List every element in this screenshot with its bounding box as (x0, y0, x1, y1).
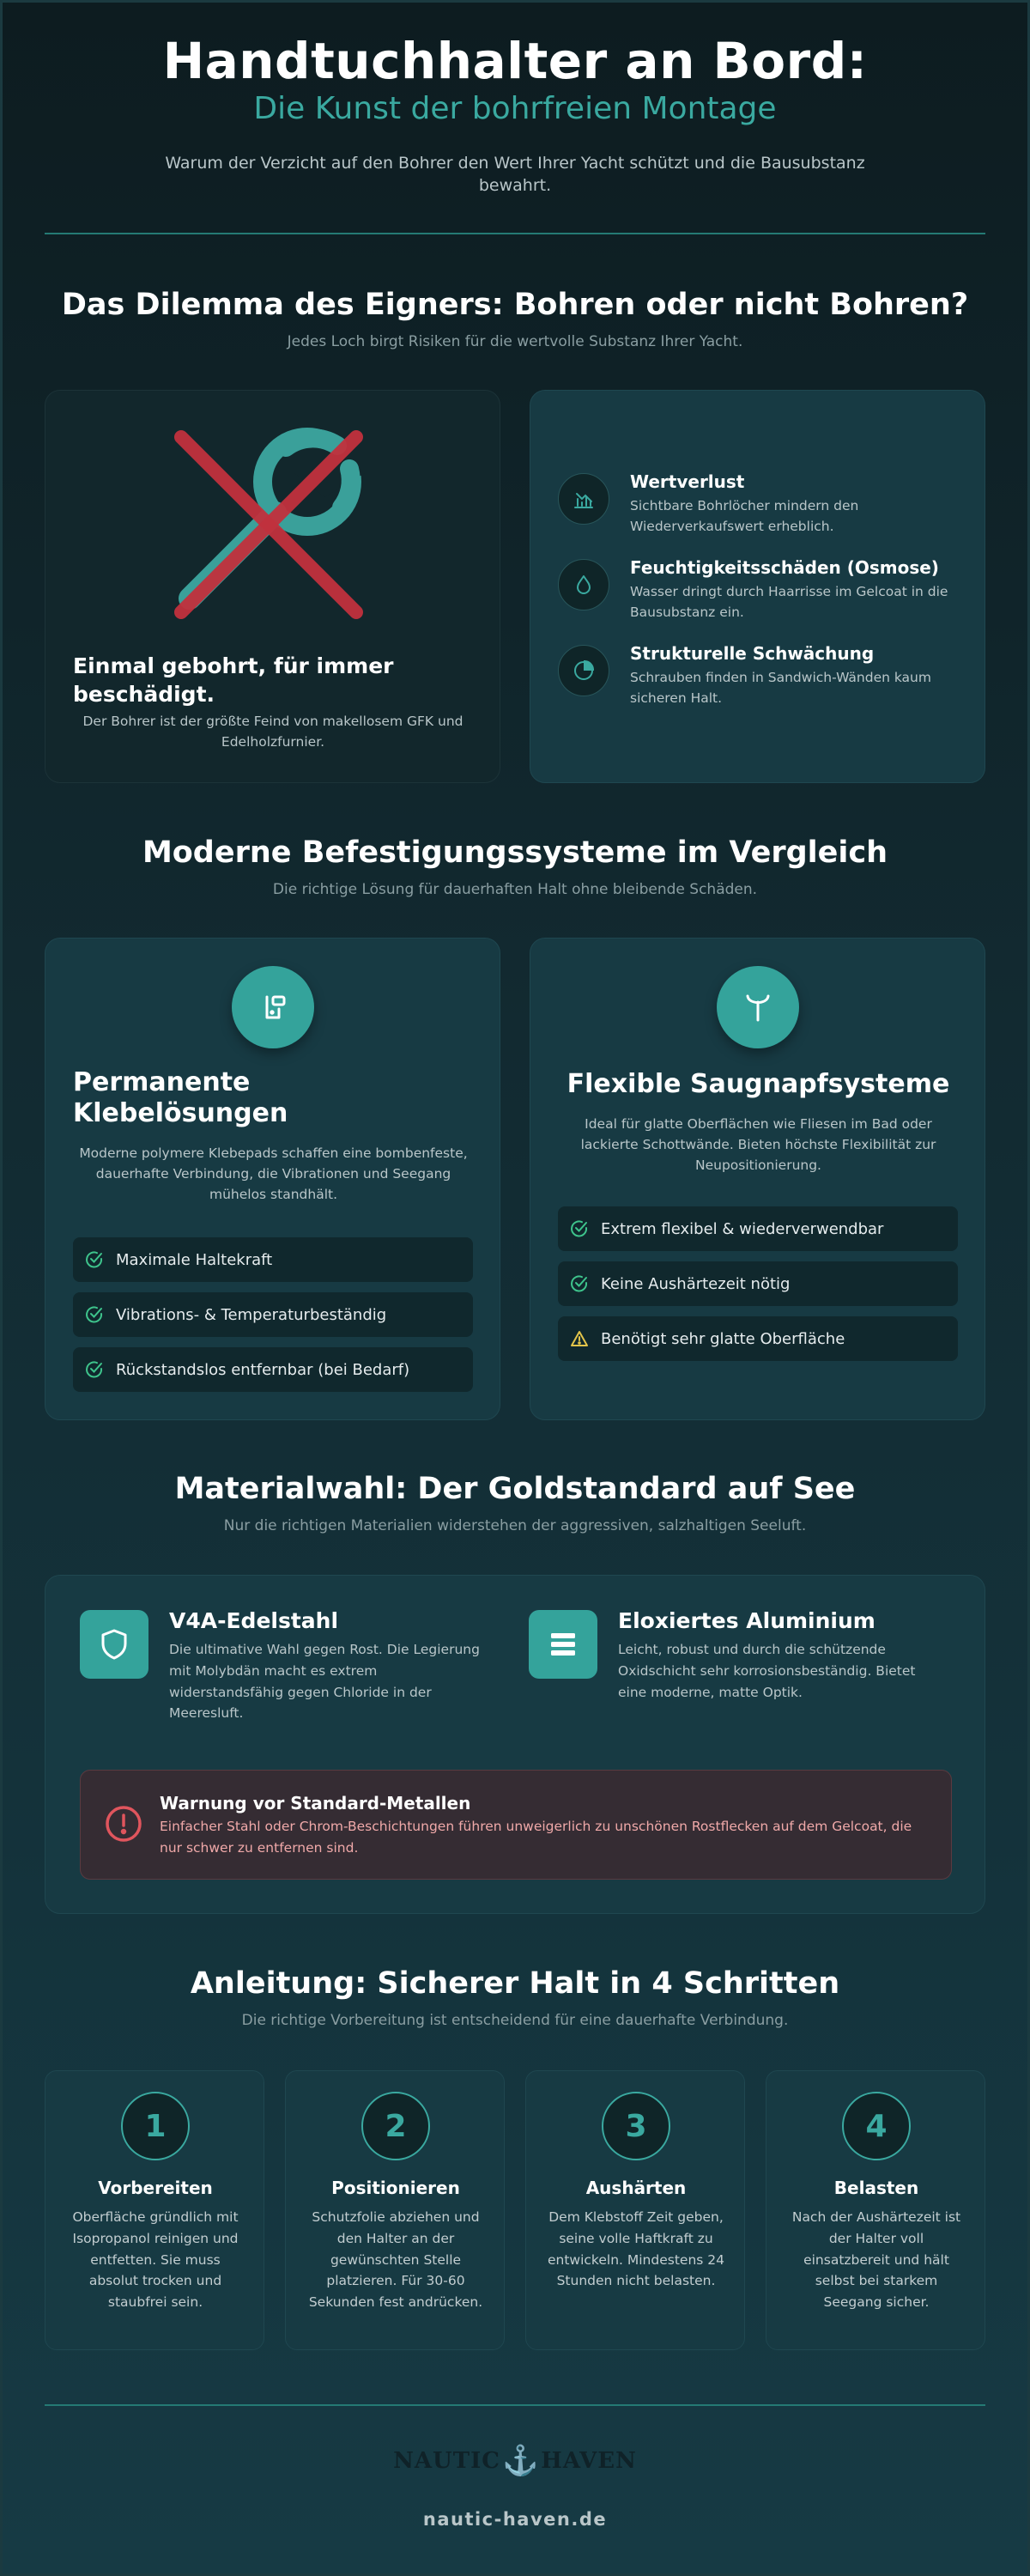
systems-title: Moderne Befestigungssysteme im Vergleich (142, 835, 888, 870)
risk-title: Feuchtigkeitsschäden (Osmose) (630, 557, 939, 578)
anchor-icon: ⚓ (501, 2444, 540, 2478)
aluminium-text: Leicht, robust und durch die schützende Oxidschicht sehr korrosionsbeständig. Bietet eine moderne, matte Optik. (618, 1642, 916, 1700)
feature-label: Vibrations- & Temperaturbeständig (116, 1305, 387, 1324)
value-loss-icon (558, 473, 609, 525)
suction-cup-icon (717, 966, 799, 1048)
risk-item-structure (558, 645, 953, 714)
risk-text: Schrauben finden in Sandwich-Wänden kaum sicheren Halt. (630, 670, 931, 707)
feature-label: Maximale Haltekraft (116, 1250, 273, 1269)
check-circle-icon (85, 1305, 104, 1324)
systems-subtitle: Die richtige Lösung für dauerhaften Halt ohne bleibende Schäden. (272, 881, 758, 898)
step-card-2 (285, 2070, 505, 2350)
logo-text-right: HAVEN (541, 2448, 637, 2474)
suction-feature (558, 1206, 958, 1251)
warning-triangle-icon (570, 1329, 589, 1348)
suction-title: Flexible Saugnapfsysteme (566, 1069, 950, 1099)
risks-card (530, 390, 985, 783)
step-number: 1 (121, 2092, 190, 2160)
step-card-1 (45, 2070, 264, 2350)
step-number: 2 (361, 2092, 430, 2160)
check-circle-icon (570, 1219, 589, 1238)
adhesive-text: Moderne polymere Klebepads schaffen eine bombenfeste, dauerhafte Verbindung, die Vibrationen und Seegang mühelos standhält. (79, 1145, 468, 1203)
dilemma-card-text: Der Bohrer ist der größte Feind von makellosem GFK und Edelholzfurnier. (82, 714, 464, 750)
nautic-haven-logo (0, 2444, 1030, 2478)
step-text: Schutzfolie abziehen und den Halter an der gewünschten Stelle platzieren. Für 30-60 Sekunden fest andrücken. (308, 2209, 483, 2311)
dilemma-card (45, 390, 500, 783)
step-title: Aushärten (585, 2178, 687, 2198)
adhesive-card (45, 938, 500, 1420)
risk-title: Strukturelle Schwächung (630, 643, 875, 664)
feature-label: Rückstandslos entfernbar (bei Bedarf) (116, 1360, 410, 1379)
step-number: 4 (842, 2092, 911, 2160)
step-title: Belasten (833, 2178, 919, 2198)
suction-card (530, 938, 985, 1420)
step-title: Positionieren (331, 2178, 460, 2198)
suction-feature-warning (558, 1316, 958, 1361)
structure-icon (558, 645, 609, 696)
check-circle-icon (85, 1360, 104, 1379)
feature-label: Benötigt sehr glatte Oberfläche (601, 1329, 845, 1348)
shield-icon (80, 1610, 148, 1679)
adhesive-title: Permanente Klebelösungen (73, 1067, 288, 1128)
risk-item-value-loss (558, 473, 953, 542)
step-number: 3 (602, 2092, 670, 2160)
warning-text: Einfacher Stahl oder Chrom-Beschichtungen führen unweigerlich zu unschönen Rostflecken auf dem Gelcoat, die nur schwer zu entfernen sind. (160, 1819, 912, 1856)
alert-circle-icon (103, 1803, 144, 1844)
dilemma-card-title: Einmal gebohrt, für immer beschädigt. (73, 653, 394, 707)
feature-label: Extrem flexibel & wiederverwendbar (601, 1219, 884, 1238)
warning-title: Warnung vor Standard-Metallen (160, 1793, 471, 1814)
material-card (45, 1575, 985, 1914)
page-header (45, 34, 985, 197)
website-link[interactable]: nautic-haven.de (422, 2509, 608, 2530)
steps-subtitle: Die richtige Vorbereitung ist entscheidend für eine dauerhafte Verbindung. (241, 2012, 789, 2029)
footer-divider (45, 2404, 985, 2406)
step-card-4 (766, 2070, 985, 2350)
risk-text: Wasser dringt durch Haarrisse im Gelcoat in die Bausubstanz ein. (630, 584, 948, 621)
adhesive-feature (73, 1292, 473, 1337)
suction-text: Ideal für glatte Oberflächen wie Fliesen im Bad oder lackierte Schottwände. Bieten höchste Flexibilität zur Neupositionierung. (580, 1116, 936, 1174)
no-drill-icon (166, 422, 380, 628)
layers-icon (529, 1610, 597, 1679)
check-circle-icon (570, 1274, 589, 1293)
page-title: Handtuchhalter an Bord: (162, 32, 868, 90)
step-text: Oberfläche gründlich mit Isopropanol reinigen und entfetten. Sie muss absolut trocken und staubfrei sein. (72, 2209, 239, 2311)
dilemma-title: Das Dilemma des Eigners: Bohren oder nicht Bohren? (61, 288, 969, 322)
steps-title: Anleitung: Sicherer Halt in 4 Schritten (190, 1966, 840, 2001)
step-card-3 (525, 2070, 745, 2350)
material-title: Materialwahl: Der Goldstandard auf See (174, 1472, 856, 1506)
material-subtitle: Nur die richtigen Materialien widerstehen der aggressiven, salzhaltigen Seeluft. (223, 1517, 807, 1534)
check-circle-icon (85, 1250, 104, 1269)
dilemma-subtitle: Jedes Loch birgt Risiken für die wertvolle Substanz Ihrer Yacht. (287, 333, 743, 350)
aluminium-title: Eloxiertes Aluminium (618, 1608, 876, 1633)
risk-title: Wertverlust (630, 471, 745, 492)
logo-text-left: NAUTIC (393, 2448, 500, 2474)
adhesive-feature (73, 1347, 473, 1392)
steel-title: V4A-Edelstahl (169, 1608, 339, 1633)
step-text: Nach der Aushärtezeit ist der Halter voll einsatzbereit und hält selbst bei starkem Seegang sicher. (791, 2209, 961, 2311)
steel-text: Die ultimative Wahl gegen Rost. Die Legierung mit Molybdän macht es extrem widerstandsfähig gegen Chloride in der Meeresluft. (169, 1642, 480, 1722)
adhesive-feature (73, 1237, 473, 1282)
header-divider (45, 233, 985, 234)
water-drop-icon (558, 559, 609, 611)
step-title: Vorbereiten (98, 2178, 213, 2198)
risk-item-moisture (558, 559, 953, 628)
step-text: Dem Klebstoff Zeit geben, seine volle Haftkraft zu entwickeln. Mindestens 24 Stunden nicht belasten. (547, 2209, 724, 2289)
metal-warning-box (80, 1770, 952, 1880)
adhesive-pad-icon (232, 966, 314, 1048)
feature-label: Keine Aushärtezeit nötig (601, 1274, 791, 1293)
suction-feature (558, 1261, 958, 1306)
page-description: Warum der Verzicht auf den Bohrer den Wert Ihrer Yacht schützt und die Bausubstanz bewahrt. (165, 153, 865, 196)
risk-text: Sichtbare Bohrlöcher mindern den Wiederverkaufswert erheblich. (630, 498, 859, 535)
page-subtitle: Die Kunst der bohrfreien Montage (253, 90, 777, 126)
